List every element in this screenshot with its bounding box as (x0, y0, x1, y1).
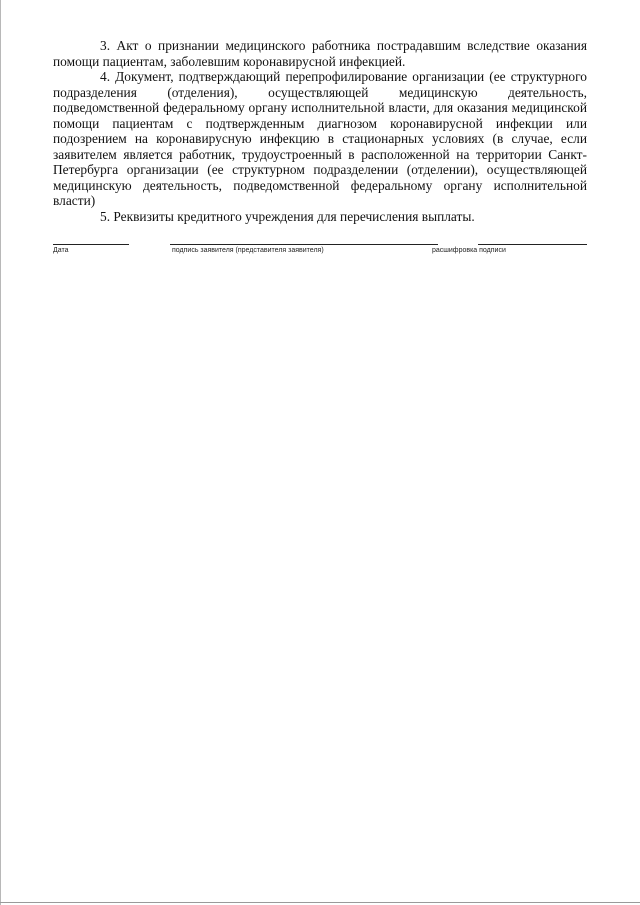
signature-line (170, 244, 438, 245)
decoding-line (478, 244, 587, 245)
signature-label: подпись заявителя (представителя заявителя) (172, 247, 324, 254)
date-label: Дата (53, 247, 69, 254)
paragraph-item-3: 3. Акт о признании медицинского работника пострадавшим вследствие оказания помощи пациентам, заболевшим коронавирусной инфекцией. (53, 38, 587, 69)
document-body (53, 38, 587, 224)
paragraph-item-5: 5. Реквизиты кредитного учреждения для перечисления выплаты. (100, 208, 475, 224)
scan-left-edge (0, 0, 1, 905)
decoding-label: расшифровка подписи (432, 247, 506, 254)
paragraph-item-4: 4. Документ, подтверждающий перепрофилирование организации (ее структурного подразделения (отделения), осуществляющей медицинскую деятельность, подведомственной федеральному органу исполнительной власти, для оказания медицинской помощи пациентам с подтвержденным диагнозом коронавирусной инфекции или подозрением на коронавирусную инфекцию в стационарных условиях (в случае, если заявителем является работник, трудоустроенный в расположенной на территории Санкт-Петербурга организации (ее структурном подразделении (отделении), осуществляющей медицинскую деятельность, подведомственной федеральному органу исполнительной власти) (53, 69, 587, 208)
date-line (53, 244, 129, 245)
scan-bottom-edge (0, 902, 640, 903)
